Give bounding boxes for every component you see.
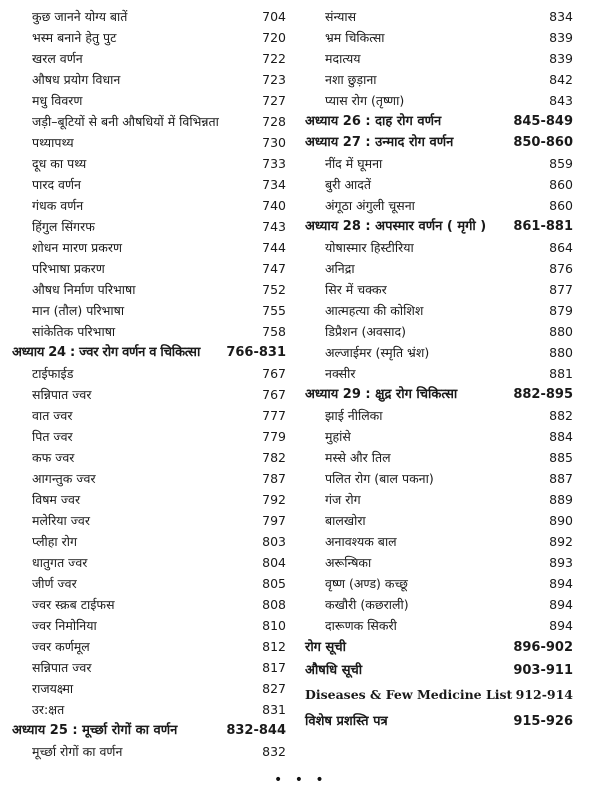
toc-entry — [305, 69, 573, 90]
toc-entry-page: 787 — [262, 471, 286, 486]
toc-entry-page: 893 — [549, 555, 573, 570]
toc-entry — [305, 321, 573, 342]
toc-entry-title: आत्महत्या की कोशिश — [325, 303, 424, 318]
toc-entry-page: 832 — [262, 744, 286, 759]
toc-entry-page: 804 — [262, 555, 286, 570]
toc-entry-page: 880 — [549, 345, 573, 360]
toc-entry — [305, 6, 573, 27]
toc-left-column — [12, 6, 286, 762]
toc-entry-title: अनिद्रा — [325, 261, 355, 276]
toc-entry-page: 740 — [262, 198, 286, 213]
toc-entry-page: 704 — [262, 9, 286, 24]
toc-entry — [305, 426, 573, 447]
toc-entry-page: 723 — [262, 72, 286, 87]
toc-entry-page: 734 — [262, 177, 286, 192]
toc-entry-title: पलित रोग (बाल पकना) — [325, 471, 434, 486]
toc-entry-page: 876 — [549, 261, 573, 276]
appendix-title: औषधि सूची — [305, 663, 363, 678]
toc-entry — [12, 678, 286, 699]
chapter-title: अध्याय 28 : अपस्मार वर्णन ( मृगी ) — [305, 219, 487, 234]
toc-right-column — [305, 6, 573, 733]
toc-entry — [305, 531, 573, 552]
toc-entry-title: वृष्ण (अण्ड) कच्छू — [325, 576, 408, 591]
toc-entry — [12, 657, 286, 678]
toc-entry-page: 767 — [262, 366, 286, 381]
toc-entry — [12, 615, 286, 636]
toc-entry-page: 827 — [262, 681, 286, 696]
toc-entry — [305, 195, 573, 216]
toc-entry — [12, 48, 286, 69]
toc-entry — [12, 195, 286, 216]
toc-entry-title: जड़ी–बूटियों से बनी औषधियों में विभिन्नता — [32, 114, 219, 129]
toc-chapter-heading — [305, 216, 573, 237]
toc-entry — [305, 405, 573, 426]
toc-entry-title: गंज रोग — [325, 492, 361, 507]
toc-entry-page: 885 — [549, 450, 573, 465]
toc-entry-page: 894 — [549, 576, 573, 591]
toc-entry — [305, 90, 573, 111]
toc-entry — [305, 468, 573, 489]
toc-entry — [305, 447, 573, 468]
toc-entry — [12, 531, 286, 552]
toc-entry-title: अनावश्यक बाल — [325, 534, 397, 549]
toc-entry-page: 817 — [262, 660, 286, 675]
toc-entry-page: 889 — [549, 492, 573, 507]
toc-appendix-entry — [305, 636, 573, 659]
toc-entry — [12, 447, 286, 468]
toc-entry-title: मदात्यय — [325, 51, 361, 66]
toc-entry-title: विषम ज्वर — [32, 492, 81, 507]
toc-entry — [305, 552, 573, 573]
toc-entry-page: 743 — [262, 219, 286, 234]
toc-entry-title: ज्वर कर्णमूल — [32, 639, 90, 654]
toc-entry-title: प्लीहा रोग — [32, 534, 78, 549]
toc-chapter-heading — [305, 111, 573, 132]
toc-entry-page: 720 — [262, 30, 286, 45]
chapter-page-range: 832-844 — [226, 723, 286, 738]
toc-entry — [305, 258, 573, 279]
toc-entry-page: 887 — [549, 471, 573, 486]
toc-entry-title: सन्निपात ज्वर — [32, 660, 92, 675]
toc-entry-page: 722 — [262, 51, 286, 66]
toc-entry-title: मुहांसे — [325, 429, 351, 444]
toc-entry — [305, 174, 573, 195]
toc-entry-page: 877 — [549, 282, 573, 297]
toc-entry — [12, 699, 286, 720]
toc-entry-page: 859 — [549, 156, 573, 171]
toc-entry-page: 894 — [549, 597, 573, 612]
toc-entry-page: 843 — [549, 93, 573, 108]
toc-entry-title: गंधक वर्णन — [32, 198, 84, 213]
toc-entry-title: हिंगुल सिंगरफ — [32, 219, 95, 234]
toc-entry-title: प्यास रोग (तृष्णा) — [325, 93, 405, 108]
toc-entry — [305, 27, 573, 48]
toc-chapter-heading — [12, 342, 286, 363]
toc-entry-page: 779 — [262, 429, 286, 444]
toc-appendix-entry — [305, 682, 573, 708]
toc-entry — [305, 342, 573, 363]
toc-entry-title: पित ज्वर — [32, 429, 73, 444]
toc-chapter-heading — [305, 132, 573, 153]
toc-entry-title: ज्वर स्क्रब टाईफस — [32, 597, 115, 612]
toc-entry-title: धातुगत ज्वर — [32, 555, 88, 570]
toc-entry-page: 728 — [262, 114, 286, 129]
toc-entry — [12, 153, 286, 174]
toc-entry-page: 803 — [262, 534, 286, 549]
toc-entry — [305, 510, 573, 531]
toc-entry-page: 747 — [262, 261, 286, 276]
toc-entry-title: नशा छुड़ाना — [325, 72, 377, 87]
toc-entry — [12, 552, 286, 573]
toc-entry — [12, 6, 286, 27]
appendix-title: रोग सूची — [305, 640, 346, 655]
toc-entry — [12, 258, 286, 279]
toc-entry-page: 812 — [262, 639, 286, 654]
toc-entry-title: जीर्ण ज्वर — [32, 576, 77, 591]
toc-entry — [12, 405, 286, 426]
toc-entry-page: 752 — [262, 282, 286, 297]
toc-entry-title: पथ्यापथ्य — [32, 135, 74, 150]
toc-entry-page: 842 — [549, 72, 573, 87]
toc-entry-page: 879 — [549, 303, 573, 318]
toc-entry-title: मूर्च्छा रोगों का वर्णन — [32, 744, 123, 759]
toc-entry-page: 733 — [262, 156, 286, 171]
toc-entry — [12, 279, 286, 300]
toc-entry-title: राजयक्ष्मा — [32, 681, 74, 696]
toc-entry-title: शोधन मारण प्रकरण — [32, 240, 123, 255]
toc-entry-title: ज्वर निमोनिया — [32, 618, 97, 633]
toc-entry-page: 777 — [262, 408, 286, 423]
toc-entry — [12, 363, 286, 384]
toc-entry-title: नींद में घूमना — [325, 156, 383, 171]
chapter-title: अध्याय 26 : दाह रोग वर्णन — [305, 114, 442, 129]
toc-entry-page: 744 — [262, 240, 286, 255]
toc-entry-title: कुछ जानने योग्य बातें — [32, 9, 128, 24]
toc-entry-title: कखौरी (कछराली) — [325, 597, 409, 612]
toc-entry — [305, 573, 573, 594]
toc-entry — [12, 468, 286, 489]
toc-entry — [12, 573, 286, 594]
chapter-page-range: 861-881 — [513, 219, 573, 234]
toc-entry-page: 860 — [549, 198, 573, 213]
toc-entry-title: कफ ज्वर — [32, 450, 75, 465]
toc-entry-title: भस्म बनाने हेतु पुट — [32, 30, 117, 45]
toc-entry — [305, 279, 573, 300]
toc-entry — [12, 69, 286, 90]
toc-entry-page: 882 — [549, 408, 573, 423]
toc-entry-title: बालखोरा — [325, 513, 366, 528]
toc-entry-page: 892 — [549, 534, 573, 549]
toc-entry — [12, 174, 286, 195]
toc-entry — [12, 111, 286, 132]
toc-entry-page: 810 — [262, 618, 286, 633]
toc-entry — [12, 237, 286, 258]
toc-entry-page: 730 — [262, 135, 286, 150]
appendix-title: Diseases & Few Medicine List — [305, 687, 513, 702]
toc-entry — [12, 90, 286, 111]
toc-entry — [305, 615, 573, 636]
toc-entry-title: मान (तौल) परिभाषा — [32, 303, 125, 318]
toc-entry-page: 797 — [262, 513, 286, 528]
toc-entry — [305, 237, 573, 258]
chapter-page-range: 882-895 — [513, 387, 573, 402]
toc-entry-page: 755 — [262, 303, 286, 318]
toc-entry-page: 805 — [262, 576, 286, 591]
toc-chapter-heading — [12, 720, 286, 741]
toc-entry-page: 890 — [549, 513, 573, 528]
toc-entry-title: अंगूठा अंगुली चूसना — [325, 198, 415, 213]
toc-entry-title: योषास्मार हिस्टीरिया — [325, 240, 414, 255]
toc-entry-title: मस्से और तिल — [325, 450, 391, 465]
toc-entry-page: 758 — [262, 324, 286, 339]
toc-entry-page: 884 — [549, 429, 573, 444]
toc-entry-title: सांकेतिक परिभाषा — [32, 324, 116, 339]
chapter-title: अध्याय 25 : मूर्च्छा रोगों का वर्णन — [12, 723, 178, 738]
toc-entry-title: दूध का पथ्य — [32, 156, 87, 171]
appendix-page-range: 912-914 — [515, 687, 573, 702]
toc-entry-title: टाईफाईड — [32, 366, 74, 381]
toc-entry-title: अल्जाईमर (स्मृति भ्रंश) — [325, 345, 430, 360]
toc-entry-page: 894 — [549, 618, 573, 633]
toc-entry-page: 831 — [262, 702, 286, 717]
toc-entry — [12, 300, 286, 321]
toc-entry-title: औषध निर्माण परिभाषा — [32, 282, 136, 297]
toc-entry-title: आगन्तुक ज्वर — [32, 471, 96, 486]
toc-entry-page: 839 — [549, 51, 573, 66]
continuation-dots: • • • — [274, 772, 328, 788]
toc-entry-page: 881 — [549, 366, 573, 381]
toc-entry-page: 834 — [549, 9, 573, 24]
toc-entry-page: 880 — [549, 324, 573, 339]
toc-entry-title: सन्निपात ज्वर — [32, 387, 92, 402]
toc-entry-title: झाई नीलिका — [325, 408, 383, 423]
toc-entry — [305, 153, 573, 174]
toc-entry — [12, 741, 286, 762]
toc-entry-title: संन्यास — [325, 9, 357, 24]
toc-entry-page: 727 — [262, 93, 286, 108]
toc-entry-page: 864 — [549, 240, 573, 255]
toc-entry-page: 808 — [262, 597, 286, 612]
toc-entry-title: अरून्षिका — [325, 555, 372, 570]
appendix-page-range: 903-911 — [513, 663, 573, 678]
toc-entry-page: 792 — [262, 492, 286, 507]
toc-entry — [305, 363, 573, 384]
toc-entry — [12, 636, 286, 657]
toc-entry — [305, 48, 573, 69]
toc-entry-title: खरल वर्णन — [32, 51, 83, 66]
toc-entry-page: 782 — [262, 450, 286, 465]
toc-entry-title: मलेरिया ज्वर — [32, 513, 90, 528]
toc-entry — [12, 216, 286, 237]
toc-entry — [12, 321, 286, 342]
toc-entry — [12, 27, 286, 48]
toc-entry-title: सिर में चक्कर — [325, 282, 387, 297]
toc-entry-title: पारद वर्णन — [32, 177, 81, 192]
toc-entry-page: 767 — [262, 387, 286, 402]
chapter-page-range: 850-860 — [513, 135, 573, 150]
appendix-page-range: 915-926 — [513, 714, 573, 729]
appendix-title: विशेष प्रशस्ति पत्र — [305, 714, 388, 729]
toc-entry — [305, 300, 573, 321]
toc-entry — [12, 132, 286, 153]
toc-appendix-entry — [305, 659, 573, 682]
toc-entry-title: उर:क्षत — [32, 702, 65, 717]
toc-entry-page: 860 — [549, 177, 573, 192]
chapter-page-range: 766-831 — [226, 345, 286, 360]
appendix-page-range: 896-902 — [513, 640, 573, 655]
toc-entry-title: वात ज्वर — [32, 408, 73, 423]
toc-entry-title: बुरी आदतें — [325, 177, 371, 192]
toc-entry — [305, 489, 573, 510]
toc-entry-title: मधु विवरण — [32, 93, 83, 108]
toc-entry-title: नक्सीर — [325, 366, 356, 381]
chapter-title: अध्याय 29 : क्षुद्र रोग चिकित्सा — [305, 387, 458, 402]
toc-appendix-entry — [305, 710, 573, 733]
toc-entry — [12, 489, 286, 510]
toc-entry — [12, 384, 286, 405]
toc-entry-title: डिप्रैशन (अवसाद) — [325, 324, 407, 339]
toc-chapter-heading — [305, 384, 573, 405]
chapter-title: अध्याय 24 : ज्वर रोग वर्णन व चिकित्सा — [12, 345, 201, 360]
toc-entry-page: 839 — [549, 30, 573, 45]
toc-entry — [12, 594, 286, 615]
toc-entry — [12, 426, 286, 447]
toc-entry — [12, 510, 286, 531]
toc-entry-title: परिभाषा प्रकरण — [32, 261, 105, 276]
toc-entry-title: भ्रम चिकित्सा — [325, 30, 385, 45]
toc-entry-title: औषध प्रयोग विधान — [32, 72, 121, 87]
chapter-page-range: 845-849 — [513, 114, 573, 129]
toc-entry-title: दारूणक सिकरी — [325, 618, 397, 633]
chapter-title: अध्याय 27 : उन्माद रोग वर्णन — [305, 135, 454, 150]
toc-entry — [305, 594, 573, 615]
